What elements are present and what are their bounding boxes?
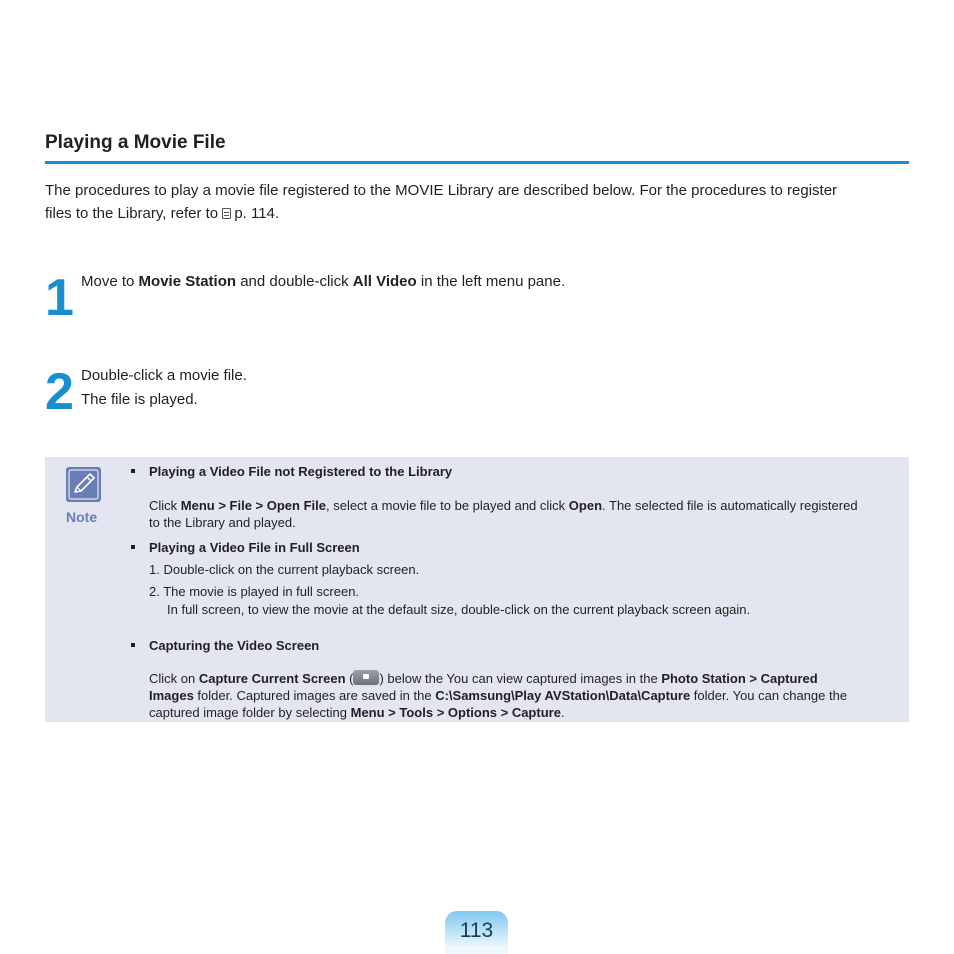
title-rule (45, 161, 909, 164)
note-box (45, 457, 909, 722)
bullet-square (131, 643, 135, 647)
camera-capture-icon (353, 670, 379, 685)
note-text: to the Library and played. (149, 515, 296, 530)
step-number: 2 (45, 363, 72, 421)
page-number-tab (445, 911, 508, 954)
note-text: . (560, 705, 565, 720)
numbered-item-2-detail: In full screen, to view the movie at the default size, double-click on the current playback screen again. (167, 602, 751, 617)
note-bold-capture-current-screen: Capture Current Screen (198, 671, 346, 686)
bullet-title: Playing a Video File in Full Screen (149, 540, 360, 555)
note-bold-open: Open (568, 498, 603, 513)
step-text-part: and double-click (236, 273, 353, 290)
bullet-title: Capturing the Video Screen (149, 638, 320, 653)
step-line-1: Double-click a movie file. (81, 367, 247, 384)
note-paragraph (149, 670, 899, 721)
note-text: captured image folder by selecting (149, 705, 351, 720)
bullet-title: Playing a Video File not Registered to the Library (149, 464, 453, 479)
bullet-square (131, 545, 135, 549)
note-text: folder. Captured images are saved in the (193, 688, 436, 703)
step-text (81, 270, 565, 294)
document-reference-icon (222, 208, 231, 219)
note-text: folder. You can change the (690, 688, 848, 703)
note-label: Note (66, 509, 98, 525)
pencil-note-icon (66, 467, 101, 502)
note-bold-photo-station: Photo Station > Captured (661, 671, 818, 686)
note-text: Click (149, 498, 181, 513)
page-number: 113 (459, 919, 494, 942)
step-bold-all-video: All Video (352, 273, 417, 290)
note-bold-capture-path: C:\Samsung\Play AVStation\Data\Capture (435, 688, 691, 703)
note-bold-images: Images (149, 688, 194, 703)
bullet-square (131, 469, 135, 473)
step-text (81, 364, 247, 412)
step-text-part: in the left menu pane. (416, 273, 566, 290)
note-text: , select a movie file to be played and click (325, 498, 569, 513)
note-bold-menu-capture: Menu > Tools > Options > Capture (350, 705, 561, 720)
note-text: ( (345, 671, 354, 686)
numbered-item-2: 2. The movie is played in full screen. (149, 584, 360, 599)
note-text: ) below the You can view captured images in the (379, 671, 662, 686)
intro-paragraph (45, 179, 915, 225)
note-paragraph (149, 497, 899, 531)
step-text-part: Move to (81, 273, 139, 290)
page-reference[interactable]: p. 114. (234, 205, 280, 222)
note-bold-menu-path: Menu > File > Open File (180, 498, 326, 513)
intro-line-2: files to the Library, refer to (45, 205, 223, 222)
intro-line-1: The procedures to play a movie file registered to the MOVIE Library are described below. For the procedures to register (45, 182, 838, 199)
note-text: Click on (149, 671, 199, 686)
numbered-item-1: 1. Double-click on the current playback screen. (149, 562, 420, 577)
step-bold-movie-station: Movie Station (138, 273, 237, 290)
step-number: 1 (45, 269, 72, 327)
step-line-2: The file is played. (81, 391, 198, 408)
section-title: Playing a Movie File (45, 132, 226, 153)
note-text: . The selected file is automatically registered (602, 498, 858, 513)
